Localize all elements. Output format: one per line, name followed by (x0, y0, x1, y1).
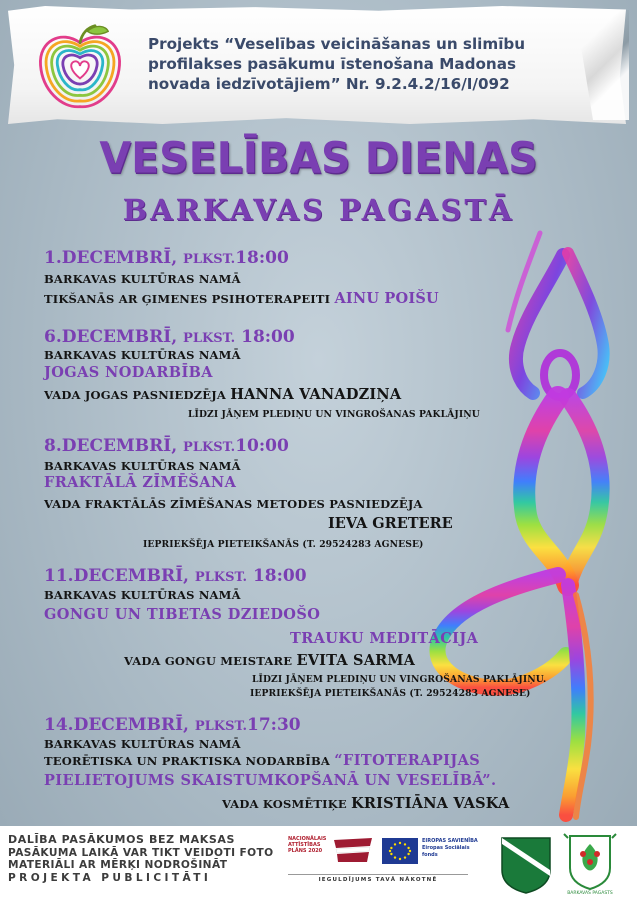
project-line-3: novada iedzīvotājiem” Nr. 9.2.4.2/16/I/092 (148, 75, 510, 93)
madona-coat-of-arms-icon (500, 836, 552, 894)
eu-logo-text (422, 838, 478, 859)
event-4-date: 11.DECEMBRĪ, (44, 566, 189, 586)
nap-line-3: PLĀNS 2020 (288, 848, 323, 854)
page-subtitle: BARKAVAS PAGASTĀ (122, 193, 515, 227)
nap-line-2: ATTĪSTĪBAS (288, 842, 321, 848)
event-1-desc-prefix: TIKŠANĀS AR ĢIMENES PSIHOTERAPEITI (44, 292, 331, 306)
nap-logo-text (288, 836, 326, 854)
event-2-time: 18:00 (241, 327, 295, 347)
event-2-venue: BARKAVAS KULTŪRAS NAMĀ (44, 348, 241, 362)
event-2-leader-name: HANNA VANADZIŅA (230, 386, 402, 403)
event-5-topic-line-2: PIELIETOJUMS SKAISTUMKOPŠANĀ UN VESELĪBĀ”. (44, 772, 497, 789)
latvia-flag-logo (332, 836, 374, 864)
event-4-venue: BARKAVAS KULTŪRAS NAMĀ (44, 588, 241, 602)
event-1-venue: BARKAVAS KULTŪRAS NAMĀ (44, 272, 241, 286)
event-5-desc-prefix: TEORĒTISKA UN PRAKTISKA NODARBĪBA (44, 754, 331, 768)
project-description (148, 34, 608, 94)
funding-logos (288, 834, 478, 874)
event-4-leader (124, 652, 415, 669)
event-4-datetime (44, 566, 307, 586)
event-1-time: 18:00 (235, 248, 289, 268)
event-2-topic: JOGAS NODARBĪBA (44, 364, 213, 381)
event-3-leader-prefix: VADA FRAKTĀLĀS ZĪMĒŠANAS METODES PASNIEDZĒJA (44, 497, 423, 511)
footer-line-2: PASĀKUMA LAIKĀ VAR TIKT VEIDOTI FOTO (8, 846, 274, 859)
nap-line-1: NACIONĀLAIS (288, 836, 327, 842)
eu-line-2: Eiropas Sociālais (422, 845, 470, 851)
event-5-datetime (44, 715, 301, 735)
event-1-datetime (44, 248, 289, 268)
event-4-time-label: PLKST. (194, 570, 248, 585)
event-2-leader (44, 386, 401, 403)
event-2-time-label: PLKST. (183, 331, 236, 346)
footer (0, 826, 637, 900)
project-line-2: profilakses pasākumu īstenošana Madonas (148, 55, 516, 73)
event-2-leader-prefix: VADA JOGAS PASNIEDZĒJA (44, 388, 226, 402)
event-1-description (44, 290, 439, 307)
footer-line-1: DALĪBA PASĀKUMOS BEZ MAKSAS (8, 833, 236, 846)
footer-notice (8, 834, 278, 884)
event-5-venue: BARKAVAS KULTŪRAS NAMĀ (44, 737, 241, 751)
event-1-time-label: PLKST. (183, 252, 236, 267)
footer-line-3: MATERIĀLI AR MĒRĶI NODROŠINĀT (8, 859, 228, 872)
event-4-topic-line-1: GONGU UN TIBETAS DZIEDOŠO (44, 606, 321, 623)
apple-heart-logo (32, 22, 128, 116)
event-3-leader-name: IEVA GRETERE (328, 515, 453, 532)
event-2-date: 6.DECEMBRĪ, (44, 327, 178, 347)
event-3-time-label: PLKST. (183, 440, 236, 455)
event-3-note: IEPRIEKŠĒJA PIETEIKŠANĀS (T. 29524283 AGNESE) (143, 539, 424, 550)
event-3-time: 10:00 (235, 436, 289, 456)
event-4-topic-line-2: TRAUKU MEDITĀCIJA (290, 630, 479, 647)
event-5-time-label: PLKST. (194, 719, 248, 734)
event-4-leader-name: EVITA SARMA (296, 652, 416, 669)
barkava-caption: BARKAVAS PAGASTS (567, 891, 613, 896)
event-3-topic: FRAKTĀLĀ ZĪMĒŠANA (44, 474, 237, 491)
footer-line-4: PROJEKTA PUBLICITĀTI (8, 871, 212, 884)
event-4-leader-prefix: VADA GONGU MEISTARE (124, 654, 293, 668)
event-4-note-2: IEPRIEKŠĒJA PIETEIKŠANĀS (T. 29524283 AGNESE) (250, 688, 531, 699)
barkava-coat-of-arms-icon (562, 832, 618, 896)
event-5-time: 17:30 (247, 715, 301, 735)
event-4-time: 18:00 (252, 566, 307, 586)
eu-flag-icon (382, 838, 418, 864)
event-5-leader-prefix: VADA KOSMĒTIĶE (222, 797, 347, 811)
project-line-1: Projekts “Veselības veicināšanas un slimību (148, 35, 526, 53)
event-2-note: LĪDZI JĀŅEM PLEDIŅU UN VINGROŠANAS PAKLĀJIŅU (188, 409, 480, 420)
page-title: VESELĪBAS DIENAS (99, 132, 538, 184)
event-1-host: AINU POIŠU (334, 290, 439, 307)
event-5-topic-line-1: “FITOTERAPIJAS (334, 752, 481, 769)
event-4-note-1: LĪDZI JĀŅEM PLEDIŅU UN VINGROŠANAS PAKLĀJIŅU. (252, 674, 547, 685)
event-3-datetime (44, 436, 289, 456)
eu-line-1: EIROPAS SAVIENĪBA (422, 838, 478, 844)
event-3-venue: BARKAVAS KULTŪRAS NAMĀ (44, 459, 241, 473)
event-5-leader (222, 795, 509, 812)
event-5-date: 14.DECEMBRĪ, (44, 715, 189, 735)
eu-line-3: fonds (422, 852, 438, 858)
investment-slogan: IEGULDĪJUMS TAVĀ NĀKOTNĒ (288, 874, 468, 883)
event-2-datetime (44, 327, 295, 347)
event-1-date: 1.DECEMBRĪ, (44, 248, 178, 268)
event-5-leader-name: KRISTIĀNA VASKA (351, 795, 510, 812)
event-3-date: 8.DECEMBRĪ, (44, 436, 178, 456)
event-5-description (44, 752, 480, 769)
